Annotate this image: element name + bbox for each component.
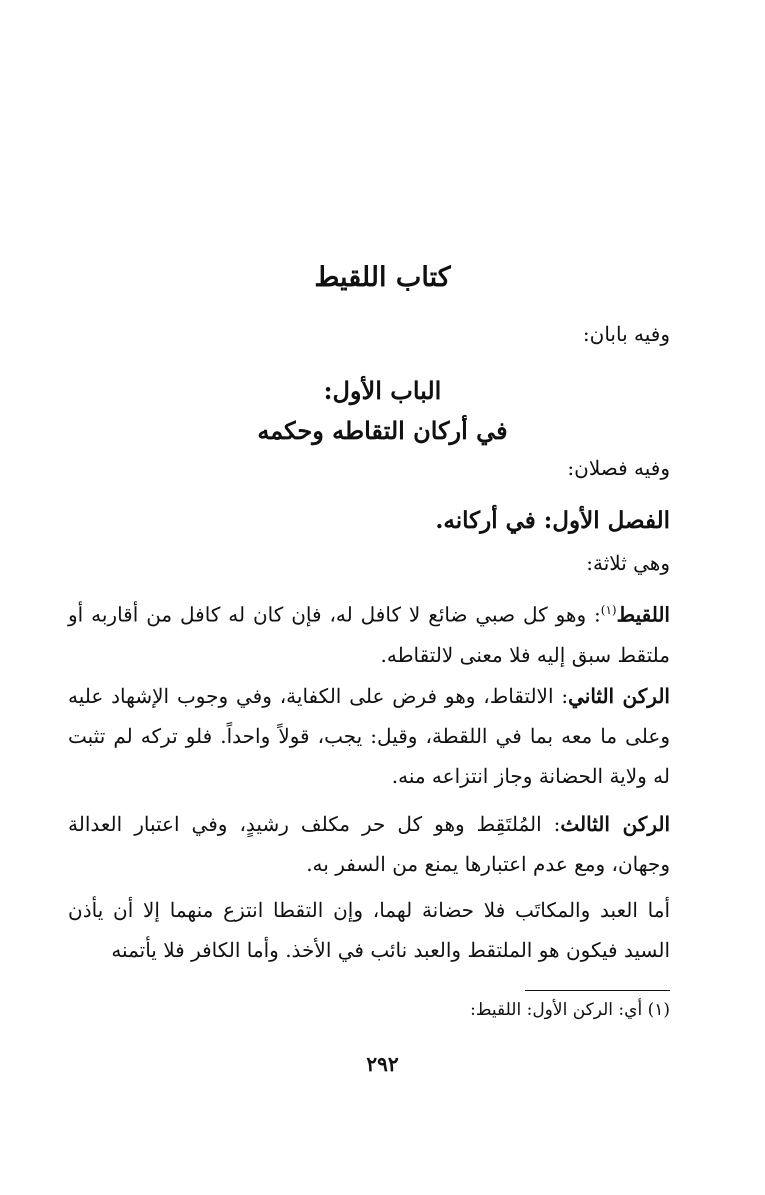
paragraph-lead: الركن الثاني — [568, 684, 670, 708]
paragraph-third-pillar — [68, 804, 670, 884]
book-intro: وفيه بابان: — [582, 322, 670, 346]
section-intro: وهي ثلاثة: — [586, 551, 670, 575]
chapter-subtitle: في أركان التقاطه وحكمه — [257, 416, 508, 445]
paragraph-lead: اللقيط — [616, 602, 670, 627]
book-title: كتاب اللقيط — [314, 262, 451, 293]
section-heading: الفصل الأول: في أركانه. — [435, 507, 670, 534]
paragraph-text: : المُلتَقِط وهو كل حر مكلف رشيدٍ، وفي اعتبار العدالة وجهان، ومع عدم اعتبارها يمنع من السفر به. — [68, 812, 670, 876]
paragraph-laqit — [68, 590, 670, 675]
sections-intro: وفيه فصلان: — [567, 456, 670, 480]
page-number: ٢٩٢ — [366, 1052, 399, 1076]
paragraph-text: : وهو كل صبي ضائع لا كافل له، فإن كان له كافل من أقاربه أو ملتقط سبق إليه فلا معنى لالتقاطه. — [68, 602, 670, 667]
footnote-divider — [525, 990, 670, 991]
paragraph-lead: الركن الثالث — [560, 812, 670, 836]
paragraph-text: أما العبد والمكاتَب فلا حضانة لهما، وإن التقطا انتزع منهما إلا أن يأذن السيد فيكون هو الملتقط والعبد نائب في الأخذ. وأما الكافر فلا يأتمنه — [68, 898, 670, 962]
paragraph-text: : الالتقاط، وهو فرض على الكفاية، وفي وجوب الإشهاد عليه وعلى ما معه بما في اللقطة، وقيل: يجب، قولاً واحداً. فلو تركه لم تثبت له ولاية الحضانة وجاز انتزاعه منه. — [68, 684, 670, 788]
footnote: (١) أي: الركن الأول: اللقيط: — [470, 1000, 670, 1020]
footnote-reference: (١) — [600, 603, 617, 617]
chapter-title: الباب الأول: — [323, 376, 442, 405]
paragraph-second-pillar — [68, 676, 670, 796]
paragraph-slave — [68, 890, 670, 970]
